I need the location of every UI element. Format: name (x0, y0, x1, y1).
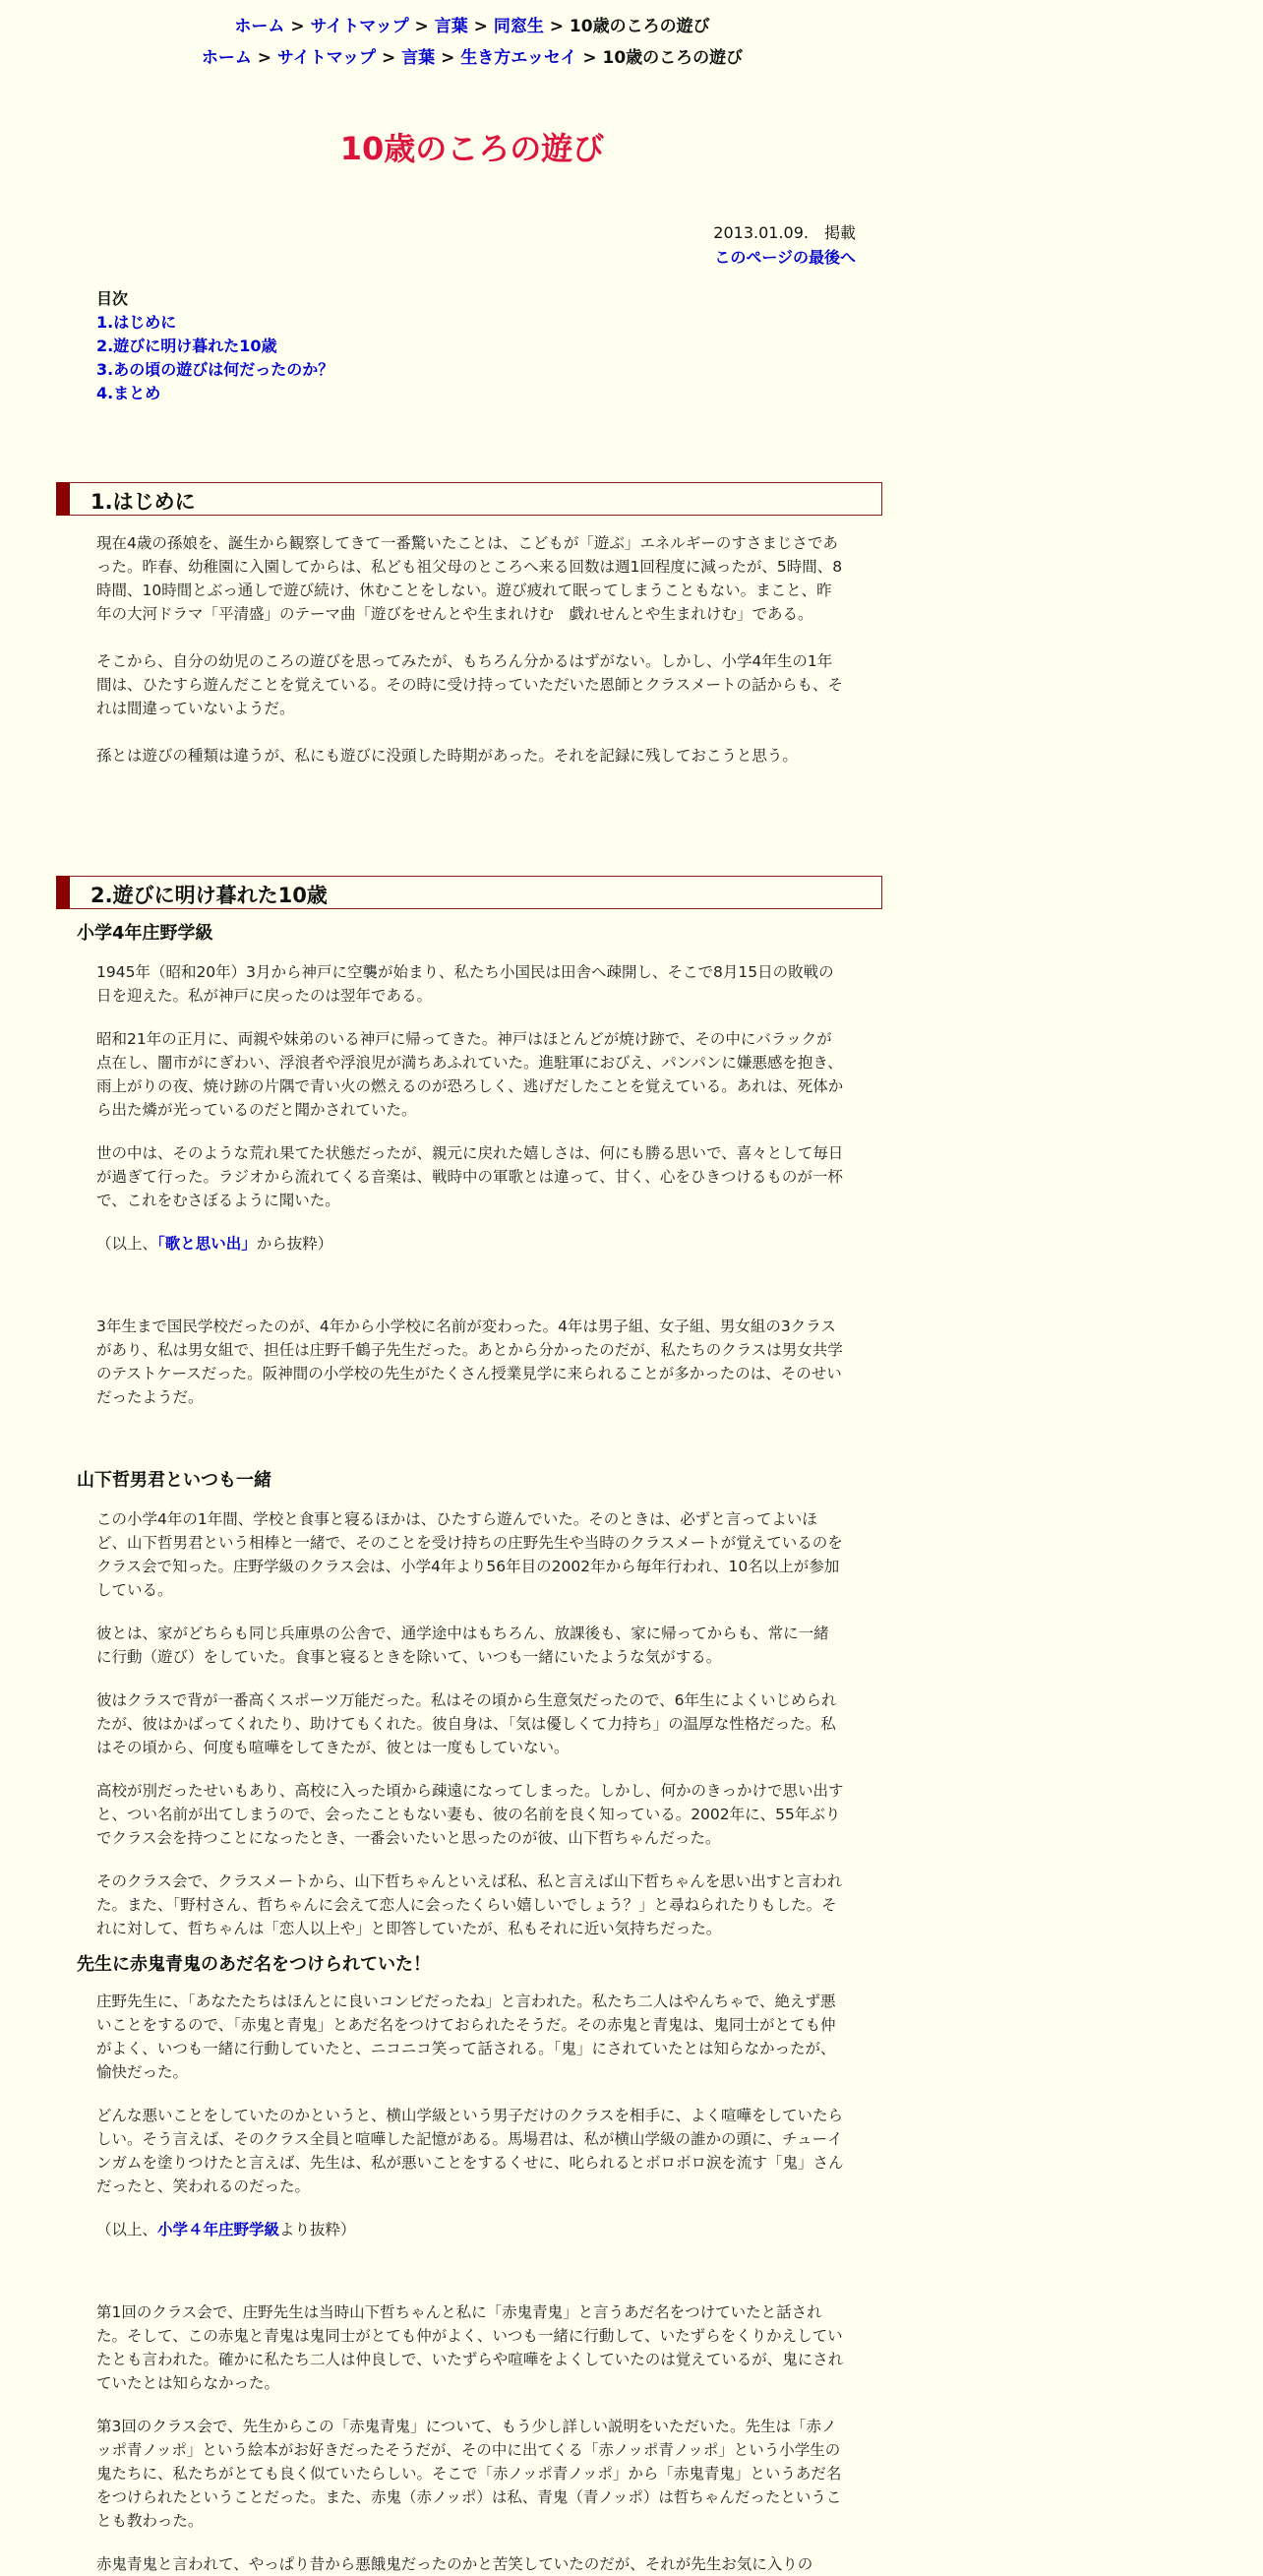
subheading: 先生に赤鬼青鬼のあだ名をつけられていた！ (77, 1954, 431, 1975)
breadcrumb-separator: > (408, 17, 435, 36)
breadcrumb-separator: > (543, 17, 570, 36)
toc-item-summary[interactable]: 4.まとめ (96, 384, 161, 402)
breadcrumb-separator: > (435, 48, 461, 68)
paragraph: 1945年（昭和20年）3月から神戸に空襲が始まり、私たち小国民は田舎へ疎開し、そこで8月15日の敗戦の日を迎えた。私が神戸に戻ったのは翌年である。 (96, 963, 834, 1005)
page-bottom-link[interactable]: このページの最後へ (714, 248, 856, 267)
breadcrumb-classmates-link[interactable]: 同窓生 (493, 17, 544, 36)
toc-title: 目次 (96, 289, 129, 308)
toc-item-play-at-ten[interactable]: 2.遊びに明け暮れた10歳 (96, 337, 277, 355)
breadcrumb-current: 10歳のころの遊び (602, 48, 744, 68)
paragraph: 昭和21年の正月に、両親や妹弟のいる神戸に帰ってきた。神戸はほとんどが焼け跡で、その中にバラックが点在し、闇市がにぎわい、浮浪者や浮浪児が満ちあふれていた。進駐軍におびえ、パンパンに嫌悪感を抱き、雨上がりの夜、焼け跡の片隅で青い火の燃えるのが恐ろしく、逃げだしたことを覚えている。あれは、死体から出た燐が光っているのだと聞かされていた。 (96, 1030, 844, 1119)
breadcrumb-home-link[interactable]: ホーム (201, 48, 252, 68)
paragraph: 第1回のクラス会で、庄野先生は当時山下哲ちゃんと私に「赤鬼青鬼」と言うあだ名をつけていたと話された。そして、この赤鬼と青鬼は鬼同士がとても仲がよく、いつも一緒に行動して、いたずらをくりかえしていたとも言われた。確かに私たち二人は仲良しで、いたずらや喧嘩をよくしていたのは覚えているが、鬼にされていたとは知らなかった。 (96, 2303, 844, 2392)
main-content (0, 482, 1263, 2576)
subheading: 小学4年庄野学級 (77, 923, 213, 944)
breadcrumb-separator: > (251, 48, 277, 68)
quote-source-link[interactable]: 「歌と思い出」 (157, 1235, 257, 1253)
breadcrumb-separator: > (467, 17, 494, 36)
paragraph: 孫とは遊びの種類は違うが、私にも遊びに没頭した時期があった。それを記録に残しておこうと思う。 (96, 747, 798, 765)
toc-item-introduction[interactable]: 1.はじめに (96, 313, 177, 332)
paragraph: 3年生まで国民学校だったのが、4年から小学校に名前が変わった。4年は男子組、女子組、男女組の3クラスがあり、私は男女組で、担任は庄野千鶴子先生だった。あとから分かったのだが、私たちのクラスは男女共学のテストケースだった。阪神間の小学校の先生がたくさん授業見学に来られることが多かったのは、そのせいだったようだ。 (96, 1318, 843, 1406)
quote-suffix: より抜粋） (279, 2221, 356, 2239)
breadcrumb-home-link[interactable]: ホーム (234, 17, 285, 36)
paragraph: どんな悪いことをしていたのかというと、横山学級という男子だけのクラスを相手に、よく喧嘩をしていたらしい。そう言えば、そのクラス全員と喧嘩した記憶がある。馬場君は、私が横山学級の誰かの頭に、チューインガムを塗りつけたと言えば、先生は、私が悪いことをするくせに、叱られるとボロボロ涙を流す「鬼」さんだったと、笑われるのだった。 (96, 2107, 844, 2195)
breadcrumb-separator: > (576, 48, 603, 68)
paragraph: そのクラス会で、クラスメートから、山下哲ちゃんといえば私、私と言えば山下哲ちゃんを思い出すと言われた。また、「野村さん、哲ちゃんに会えて恋人に会ったくらい嬉しいでしょう？」と尋ねられたりもした。それに対して、哲ちゃんは「恋人以上や」と即答していたが、私もそれに近い気持ちだった。 (96, 1872, 843, 1937)
paragraph: 庄野先生に、「あなたたちはほんとに良いコンビだったね」と言われた。私たち二人はやんちゃで、絶えず悪いことをするので、「赤鬼と青鬼」とあだ名をつけておられたそうだ。その赤鬼と青鬼は、鬼同士がとても仲がよく、いつも一緒に行動していたと、ニコニコ笑って話される。「鬼」にされていたとは知らなかったが、愉快だった。 (96, 1993, 836, 2081)
section-heading-play-at-ten (56, 876, 882, 909)
breadcrumb-essay-link[interactable]: 生き方エッセイ (460, 48, 577, 68)
section-heading-text: 2.遊びに明け暮れた10歳 (90, 884, 328, 907)
page-title: 10歳のころの遊び (339, 130, 605, 167)
paragraph: 世の中は、そのような荒れ果てた状態だったが、親元に戻れた嬉しさは、何にも勝る思いで、喜々として毎日が過ぎて行った。ラジオから流れてくる音楽は、戦時中の軍歌とは違って、甘く、心をひきつけるものが一杯で、これをむさぼるように聞いた。 (96, 1144, 844, 1209)
subheading: 山下哲男君といつも一緒 (77, 1470, 271, 1491)
breadcrumb-words-link[interactable]: 言葉 (401, 48, 436, 68)
posted-date: 2013.01.09. 掲載 (713, 223, 856, 242)
breadcrumb (0, 12, 944, 36)
quote-prefix: （以上、 (96, 2221, 158, 2239)
breadcrumb-words-link[interactable]: 言葉 (434, 17, 468, 36)
breadcrumb-separator: > (284, 17, 311, 36)
quote-source-link[interactable]: 小学４年庄野学級 (157, 2221, 280, 2239)
paragraph: 第3回のクラス会で、先生からこの「赤鬼青鬼」について、もう少し詳しい説明をいただいた。先生は「赤ノッポ青ノッポ」という絵本がお好きだったそうだが、その中に出てくる「赤ノッポ青ノッポ」という小学生の鬼たちに、私たちがとても良く似ていたらしい。そこで「赤ノッポ青ノッポ」から「赤鬼青鬼」というあだ名をつけられたということだった。また、赤鬼（赤ノッポ）は私、青鬼（青ノッポ）は哲ちゃんだったということも教わった。 (96, 2418, 842, 2530)
breadcrumb-secondary (0, 43, 944, 68)
breadcrumb-current: 10歳のころの遊び (569, 17, 710, 36)
paragraph: 現在4歳の孫娘を、誕生から観察してきて一番驚いたことは、こどもが「遊ぶ」エネルギーのすさまじさであった。昨春、幼稚園に入園してからは、私ども祖父母のところへ来る回数は週1回程度に減ったが、5時間、8時間、10時間とぶっ通しで遊び続け、休むことをしない。遊び疲れて眠ってしまうこともない。まこと、昨年の大河ドラマ「平清盛」のテーマ曲「遊びをせんとや生まれけむ 戯れせんとや生まれけむ」である。 (96, 534, 843, 623)
toc-item-what-was-play[interactable]: 3.あの頃の遊びは何だったのか？ (96, 360, 334, 379)
quote-source (96, 1232, 844, 1256)
section-heading-text: 1.はじめに (90, 490, 196, 514)
quote-prefix: （以上、 (96, 1235, 158, 1253)
paragraph: 赤鬼青鬼と言われて、やっぱり昔から悪餓鬼だったのかと苦笑していたのだが、それが先生お気に入りの (96, 2555, 813, 2573)
breadcrumb-sitemap-link[interactable]: サイトマップ (276, 48, 377, 68)
paragraph: 彼はクラスで背が一番高くスポーツ万能だった。私はその頃から生意気だったので、6年生によくいじめられたが、彼はかばってくれたり、助けてもくれた。彼自身は、「気は優しくて力持ち」の温厚な性格だった。私はその頃から、何度も喧嘩をしてきたが、彼とは一度もしていない。 (96, 1691, 837, 1756)
heading-accent-bar (56, 876, 70, 909)
paragraph: この小学4年の1年間、学校と食事と寝るほかは、ひたすら遊んでいた。そのときは、必ずと言ってよいほど、山下哲男君という相棒と一緒で、そのことを受け持ちの庄野先生や当時のクラスメートが覚えているのをクラス会で知った。庄野学級のクラス会は、小学4年より56年目の2002年から毎年行われ、10名以上が参加している。 (96, 1510, 843, 1599)
heading-accent-bar (56, 482, 70, 516)
paragraph: 彼とは、家がどちらも同じ兵庫県の公舎で、通学途中はもちろん、放課後も、家に帰ってからも、常に一緒に行動（遊び）をしていた。食事と寝るときを除いて、いつも一緒にいたような気がする。 (96, 1625, 829, 1666)
section-heading-introduction (56, 482, 882, 516)
breadcrumb-separator: > (376, 48, 402, 68)
paragraph: 高校が別だったせいもあり、高校に入った頃から疎遠になってしまった。しかし、何かのきっかけで思い出すと、つい名前が出てしまうので、会ったこともない妻も、彼の名前を良く知っている。2002年に、55年ぶりでクラス会を持つことになったとき、一番会いたいと思ったのが彼、山下哲ちゃんだった。 (96, 1782, 844, 1847)
breadcrumb-sitemap-link[interactable]: サイトマップ (310, 17, 409, 36)
table-of-contents (96, 287, 333, 405)
paragraph: そこから、自分の幼児のころの遊びを思ってみたが、もちろん分かるはずがない。しかし、小学4年生の1年間は、ひたすら遊んだことを覚えている。その時に受け持っていただいた恩師とクラスメートの話からも、それは間違っていないようだ。 (96, 652, 844, 717)
quote-suffix: から抜粋） (256, 1235, 333, 1253)
quote-source (96, 2218, 844, 2241)
